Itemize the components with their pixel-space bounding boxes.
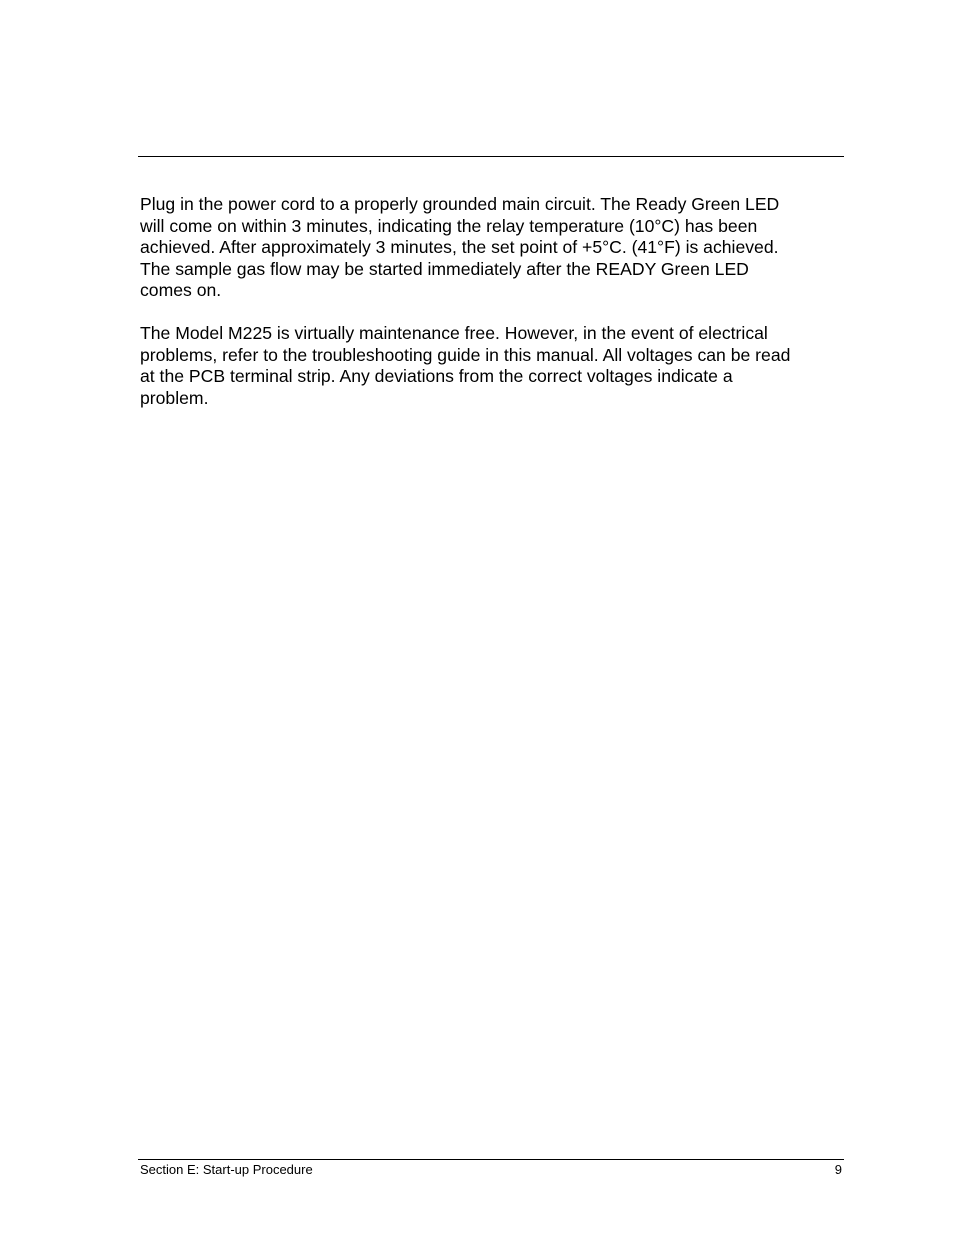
paragraph-maintenance: The Model M225 is virtually maintenance free. However, in the event of electrical problems, refer to the troubleshooting guide in this manual. All voltages can be read at the PCB terminal strip. Any deviations from the correct voltages indicate a problem.	[140, 323, 791, 408]
header-rule	[138, 156, 844, 157]
document-body	[140, 194, 842, 410]
footer-section-title: Section E: Start-up Procedure	[140, 1162, 313, 1177]
paragraph-startup: Plug in the power cord to a properly grounded main circuit. The Ready Green LED will come on within 3 minutes, indicating the relay temperature (10°C) has been achieved. After approximately 3 minutes, the set point of +5°C. (41°F) is achieved. The sample gas flow may be started immediately after the READY Green LED comes on.	[140, 194, 780, 301]
footer-rule	[138, 1159, 844, 1160]
footer-page-number: 9	[834, 1162, 842, 1177]
